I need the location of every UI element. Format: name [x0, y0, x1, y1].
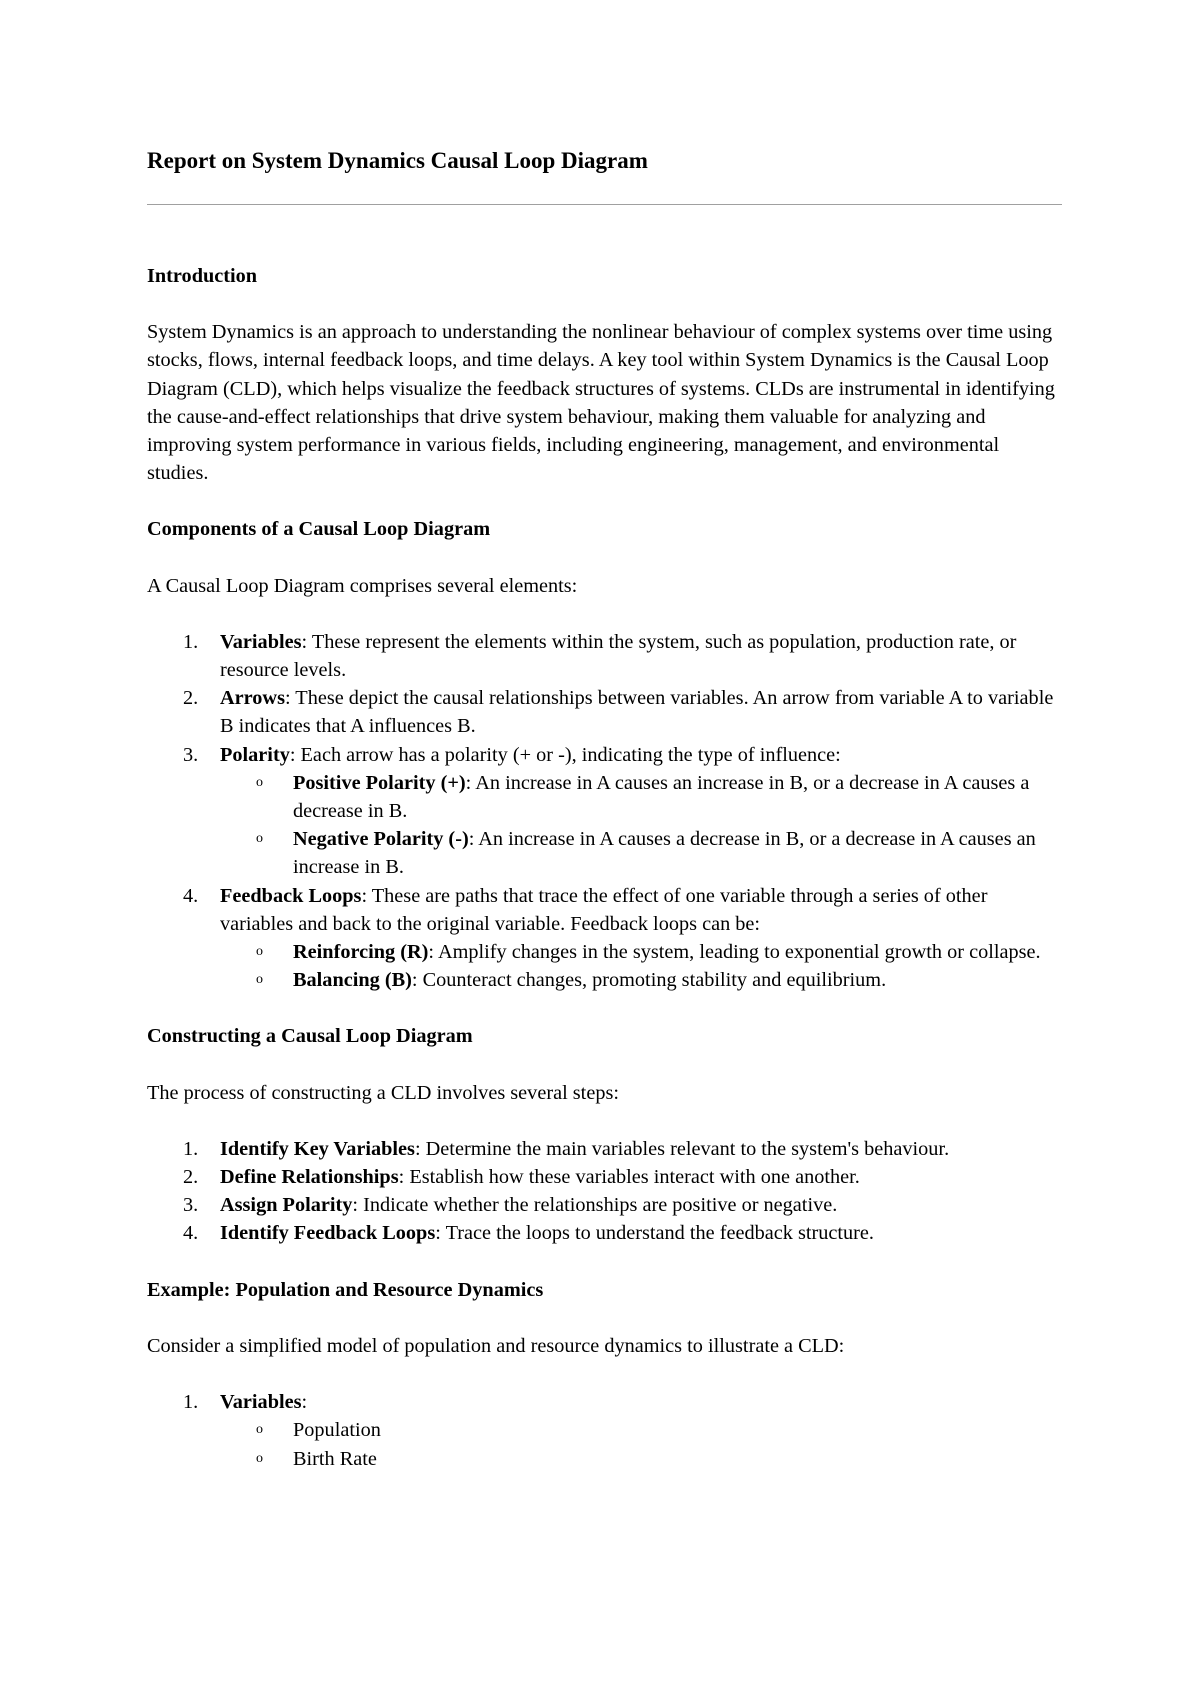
list-number: 4.: [183, 1222, 199, 1245]
sub-item-text: : Counteract changes, promoting stability and equilibrium.: [411, 969, 887, 992]
list-item: [147, 1219, 1062, 1247]
intro-heading: Introduction: [147, 265, 258, 287]
sub-item-label: Positive Polarity (+): [293, 771, 466, 794]
bullet-icon: o: [256, 972, 263, 988]
sub-item-label: Negative Polarity (-): [293, 828, 469, 851]
sub-list-item: [220, 966, 1062, 994]
example-heading: Example: Population and Resource Dynamics: [147, 1278, 544, 1301]
sub-list-item: [220, 825, 1062, 881]
list-item: [147, 1191, 1062, 1219]
list-item-label: Feedback Loops: [220, 884, 362, 907]
example-lead: Consider a simplified model of population and resource dynamics to illustrate a CLD:: [147, 1334, 845, 1357]
list-item-label: Identify Key Variables: [220, 1137, 415, 1160]
list-item-text: : These depict the causal relationships between variables. An arrow from variable A to variable B indicates that A influences B.: [220, 687, 1054, 738]
list-item: [147, 882, 1062, 995]
list-number: 4.: [183, 884, 199, 907]
list-item-label: Identify Feedback Loops: [220, 1222, 436, 1245]
list-item-label: Arrows: [220, 687, 285, 710]
list-item-label: Define Relationships: [220, 1166, 399, 1189]
list-number: 1.: [183, 1137, 199, 1160]
constructing-lead: The process of constructing a CLD involves several steps:: [147, 1081, 619, 1104]
list-item-label: Polarity: [220, 743, 290, 766]
list-item-text: : Each arrow has a polarity (+ or -), indicating the type of influence:: [289, 743, 841, 766]
sub-item-label: Balancing (B): [293, 969, 412, 992]
list-item-label: Assign Polarity: [220, 1194, 353, 1217]
sub-list: [220, 938, 1062, 994]
list-item-text: : These are paths that trace the effect of one variable through a series of other variables and back to the original variable. Feedback loops can be:: [220, 884, 988, 935]
sub-item-text: : An increase in A causes a decrease in B, or a decrease in A causes an increase in B.: [293, 828, 1036, 879]
list-item-text: : Determine the main variables relevant to the system's behaviour.: [414, 1137, 950, 1160]
constructing-list: [147, 1135, 1062, 1248]
list-item-label: Variables: [220, 630, 302, 653]
bullet-icon: o: [256, 1450, 263, 1466]
sub-list-item: [220, 1445, 1062, 1473]
sub-item-text: Population: [293, 1419, 381, 1442]
list-number: 2.: [183, 1166, 199, 1189]
list-item-label: Variables: [220, 1391, 302, 1414]
list-item-text: : Establish how these variables interact with one another.: [398, 1166, 860, 1189]
list-number: 3.: [183, 1194, 199, 1217]
list-number: 1.: [183, 1391, 199, 1414]
horizontal-rule: [147, 204, 1062, 205]
list-item: [147, 1163, 1062, 1191]
list-item: [147, 1135, 1062, 1163]
list-item: [147, 628, 1062, 684]
list-item-text: : Indicate whether the relationships are positive or negative.: [352, 1194, 838, 1217]
bullet-icon: o: [256, 831, 263, 847]
constructing-heading: Constructing a Causal Loop Diagram: [147, 1025, 473, 1048]
sub-list: [220, 1416, 1062, 1472]
components-heading: Components of a Causal Loop Diagram: [147, 518, 491, 541]
components-lead: A Causal Loop Diagram comprises several elements:: [147, 574, 578, 597]
bullet-icon: o: [256, 944, 263, 960]
sub-list-item: [220, 769, 1062, 825]
list-number: 2.: [183, 687, 199, 710]
sub-list-item: [220, 938, 1062, 966]
sub-list: [220, 769, 1062, 882]
sub-item-text: Birth Rate: [293, 1447, 377, 1470]
list-number: 3.: [183, 743, 199, 766]
list-item-text: : These represent the elements within the system, such as population, production rate, or resource levels.: [220, 630, 1017, 682]
intro-paragraph: System Dynamics is an approach to understanding the nonlinear behaviour of complex systems over time using stocks, flows, internal feedback loops, and time delays. A key tool within System Dynamics is the Causal Loop Diagram (CLD), which helps visualize the feedback structures of systems. CLDs are instrumental in identifying the cause-and-effect relationships that drive system behaviour, making them valuable for analyzing and improving system performance in various fields, including engineering, management, and environmental studies.: [147, 321, 1055, 485]
list-item-text: : Trace the loops to understand the feedback structure.: [435, 1222, 874, 1245]
document-body: [147, 262, 1062, 1501]
sub-item-text: : An increase in A causes an increase in B, or a decrease in A causes a decrease in B.: [293, 771, 1030, 823]
bullet-icon: o: [256, 1422, 263, 1438]
list-item: [147, 1388, 1062, 1473]
list-number: 1.: [183, 630, 199, 653]
sub-list-item: [220, 1416, 1062, 1444]
list-item-text: :: [301, 1391, 308, 1414]
example-list: [147, 1388, 1062, 1473]
list-item: [147, 741, 1062, 882]
bullet-icon: o: [256, 774, 263, 790]
list-item: [147, 684, 1062, 740]
page-title: Report on System Dynamics Causal Loop Diagram: [147, 148, 648, 173]
sub-item-label: Reinforcing (R): [293, 941, 429, 964]
components-list: [147, 628, 1062, 995]
sub-item-text: : Amplify changes in the system, leading to exponential growth or collapse.: [428, 941, 1041, 964]
